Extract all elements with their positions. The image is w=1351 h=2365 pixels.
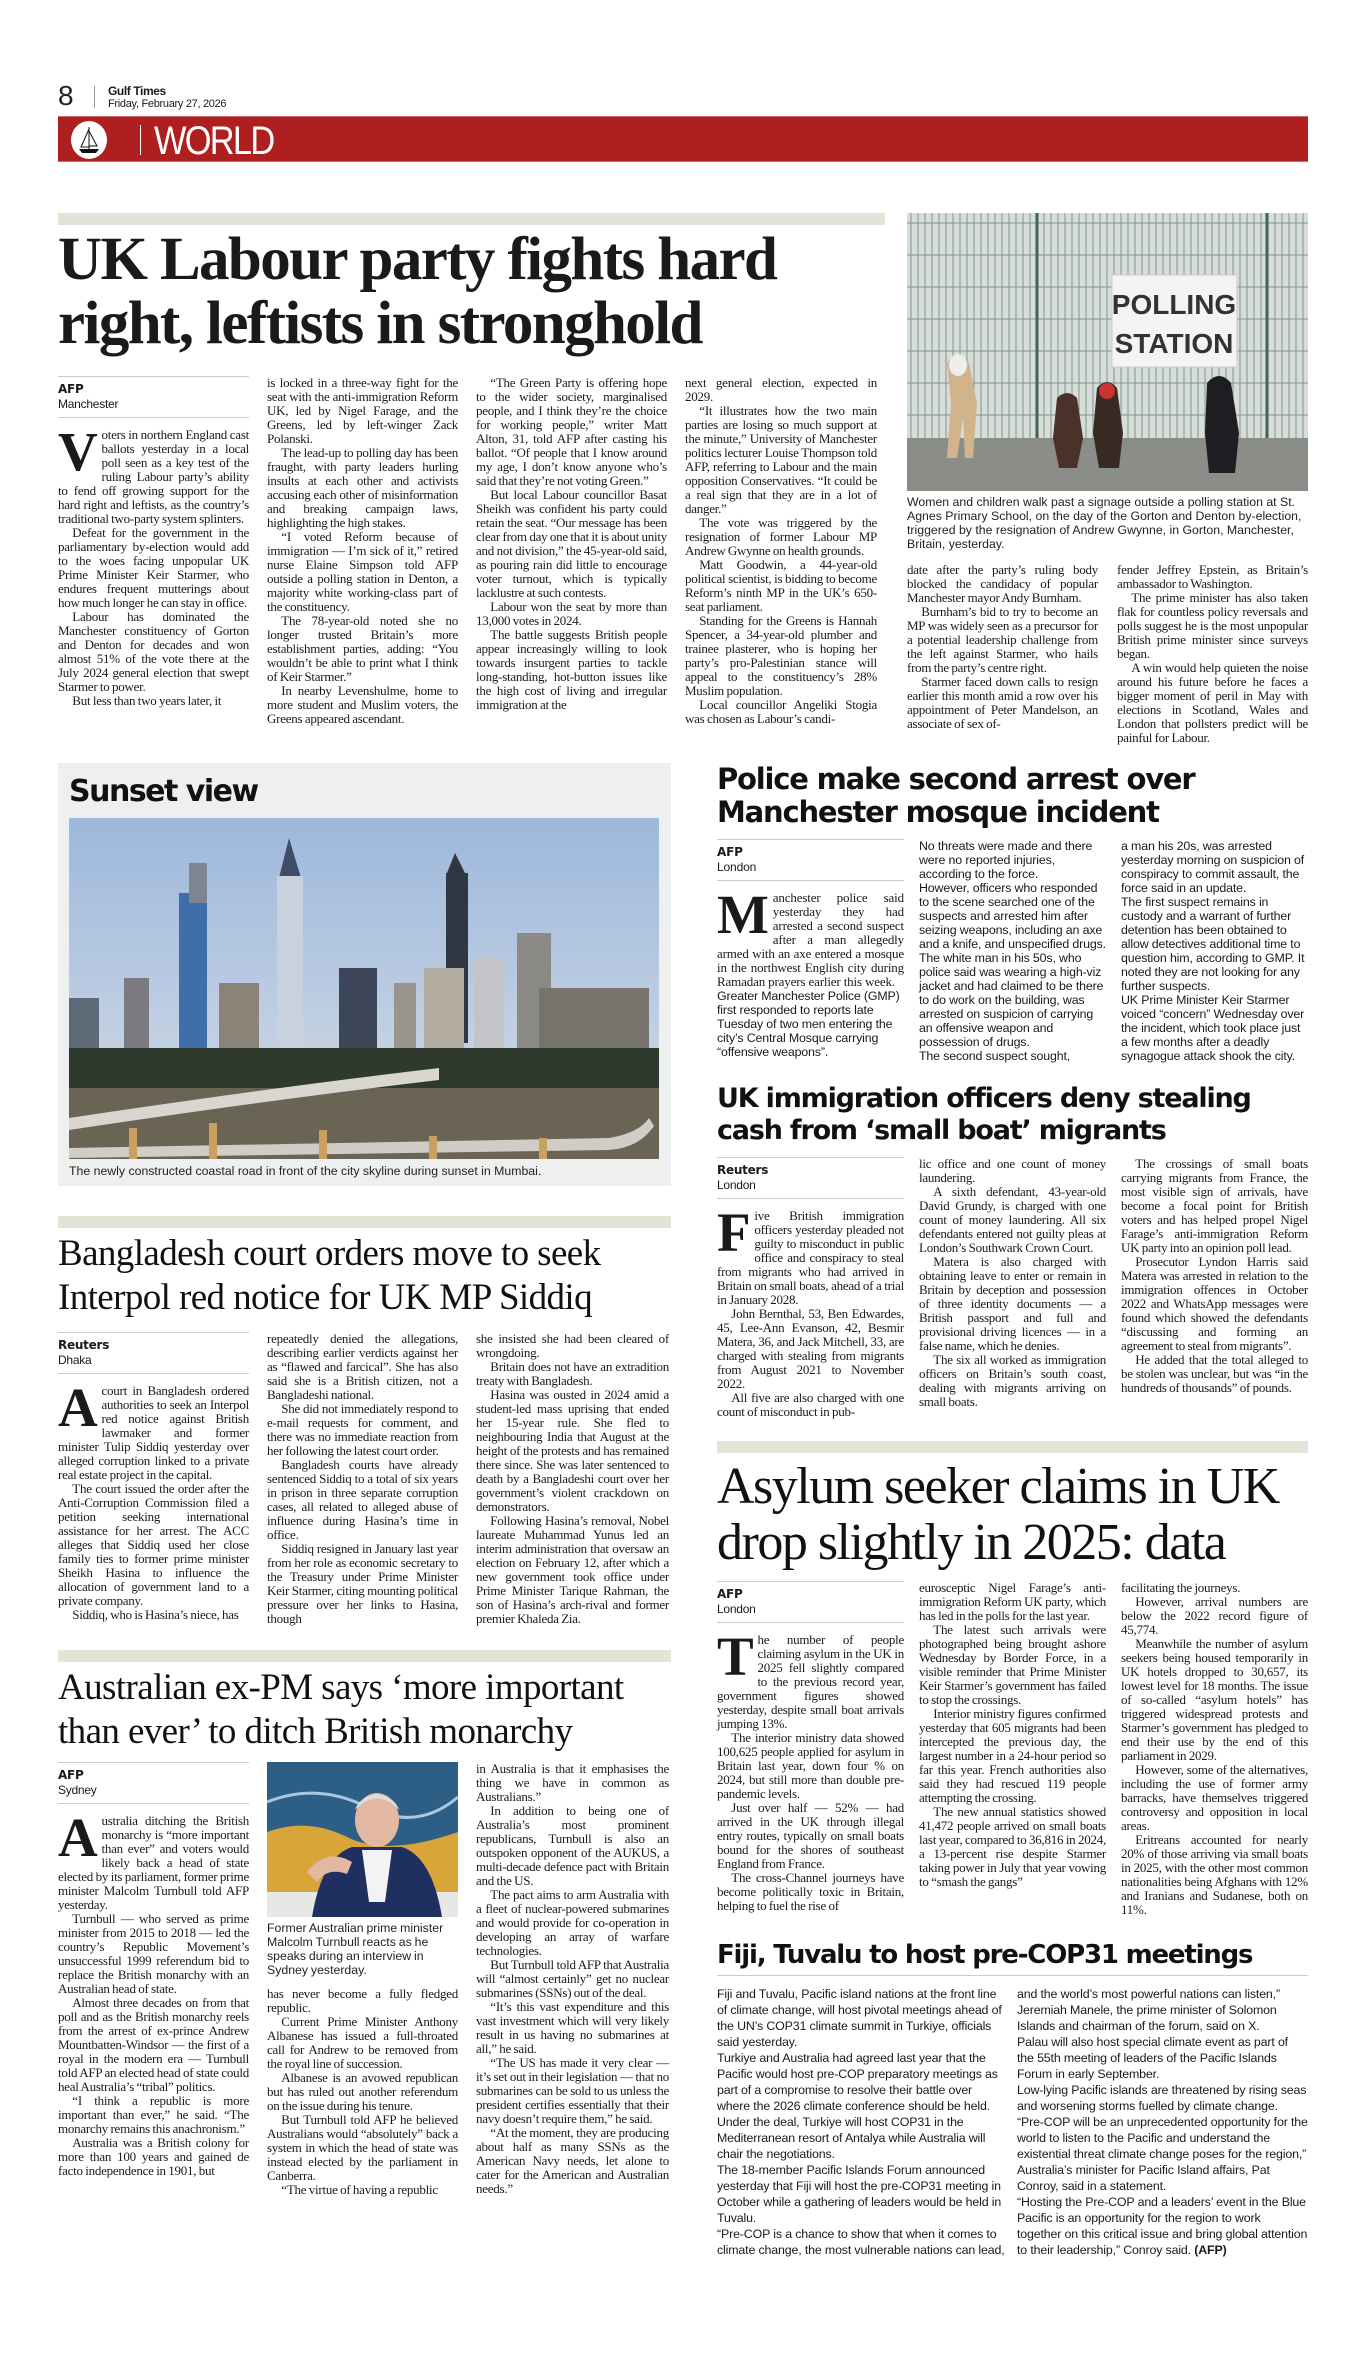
article-column [58, 1762, 249, 2178]
paragraph-text: Standing for the Greens is Hannah Spencer, a 34-year-old plumber and trainee plasterer, who is hoping her party’s pro-Palestinian stance will appeal to the constituency’s 28% Muslim population. [685, 613, 877, 698]
article-paragraph [1017, 2034, 1308, 2082]
paragraph-text: Greater Manchester Police (GMP) first responded to reports late Tuesday of two men entering the city’s Central Mosque carrying “offensive weapons”. [717, 989, 900, 1059]
article-column [267, 1762, 458, 2197]
article-headline: Bangladesh court orders move to seek Interpol red notice for UK MP Siddiq [58, 1233, 601, 1318]
article-column [717, 839, 904, 1059]
paragraph-text: The lead-up to polling day has been fraught, with party leaders hurling insults at each other and activists accusing each other of misinformation and breaking campaign laws, highlighting the high stakes. [267, 445, 458, 530]
article-paragraph [267, 1987, 458, 2015]
article-paragraph [717, 2050, 1007, 2114]
article-column [1121, 839, 1308, 1063]
paragraph-text: The prime minister has also taken flak for countless policy reversals and polls suggest he is the most unpopular British prime minister since surveys began. [1117, 590, 1308, 661]
paragraph-text: Starmer faced down calls to resign earlier this month amid a row over his appointment of Peter Mandelson, an associate of sex of- [907, 674, 1098, 731]
article-paragraph [476, 1514, 669, 1626]
dateline: Manchester [58, 397, 119, 411]
article-paragraph [476, 2126, 669, 2196]
agency: AFP [717, 1587, 743, 1601]
paragraph-text: “Pre-COP will be an unprecedented opportunity for the world to listen to the Pacific and understand the existential threat climate change poses for the region,” Australia’s minister for Pacific Island affairs, Pat Conroy, said in a statement. [1017, 2115, 1308, 2193]
banner-divider [140, 125, 141, 155]
drop-cap: A [58, 1807, 98, 1868]
article-paragraph [685, 516, 877, 558]
paragraph-text: “I think a republic is more important than ever,” he said. “The monarchy remains this anachronism.” [58, 2093, 249, 2136]
headline-bar [58, 213, 885, 225]
dateline: Sydney [58, 1783, 97, 1797]
article-column [267, 376, 458, 726]
article-column [717, 1986, 1007, 2258]
article-paragraph [267, 446, 458, 530]
article-column [1121, 1157, 1308, 1395]
article-paragraph [919, 839, 1106, 881]
paragraph-text: Following Hasina’s removal, Nobel laureate Muhammad Yunus led an interim administration that oversaw an election on February 12, after which a new government took office under Prime Minister Tarique Rahman, the son of Hasina’s arch-rival and former premier Khaleda Zia. [476, 1513, 669, 1626]
paragraph-text: But less than two years later, it [72, 693, 222, 708]
article-paragraph [717, 1871, 904, 1913]
section-title: WORLD [154, 119, 274, 163]
sign-text: STATION [1114, 328, 1234, 359]
article-paragraph [717, 2162, 1007, 2226]
paragraph-text: The pact aims to arm Australia with a fleet of nuclear-powered submarines and would provide for co-operation in developing an array of warfare technologies. [476, 1887, 669, 1958]
paragraph-text: a man his 20s, was arrested yesterday morning on suspicion of conspiracy to commit assault, the force said in an update. [1121, 839, 1305, 895]
paragraph-text: she insisted she had been cleared of wrongdoing. [476, 1331, 669, 1360]
article-paragraph [1017, 2082, 1308, 2114]
article-paragraph [685, 698, 877, 726]
article-headline: Asylum seeker claims in UK drop slightly in 2025: data [717, 1458, 1279, 1571]
paragraph-text: Siddiq resigned in January last year from her role as economic secretary to the Treasury under Prime Minister Keir Starmer, citing mounting political pressure over her links to Hasina, though [267, 1541, 458, 1626]
article-paragraph [267, 1402, 458, 1458]
headline-bar [58, 1650, 671, 1662]
paragraph-text: The 18-member Pacific Islands Forum announced yesterday that Fiji will host the pre-COP31 meeting in October while a gathering of leaders would be held in Tuvalu. [717, 2163, 1002, 2225]
dateline: London [717, 1178, 756, 1192]
article-paragraph [476, 2000, 669, 2056]
paragraph-text: “It illustrates how the two main parties are losing so much support at the minute,” University of Manchester politics lecturer Louise Thompson told AFP, referring to Labour and the main opposition Conservatives. “It could be a real sign that they are in a lot of danger.” [685, 403, 877, 516]
paragraph-text: Britain does not have an extradition treaty with Bangladesh. [476, 1359, 669, 1388]
article-paragraph [267, 2183, 458, 2197]
drop-cap: A [58, 1377, 98, 1438]
article-paragraph [476, 1804, 669, 1888]
article-paragraph [267, 1332, 458, 1402]
agency: Reuters [58, 1338, 110, 1352]
issue-date: Friday, February 27, 2026 [108, 98, 227, 110]
paragraph-text: ustralia ditching the British monarchy is “more important than ever” and voters would likely back a head of state elected by its parliament, former prime minister Malcolm Turnbull told AFP yesterday. [58, 1813, 249, 1912]
article-paragraph [919, 951, 1106, 1049]
article-paragraph [476, 628, 667, 712]
article-paragraph [717, 1391, 904, 1419]
page-number: 8 [58, 80, 74, 111]
byline [717, 1581, 904, 1623]
paragraph-text: The second suspect sought, [919, 1049, 1071, 1063]
headline-bar [717, 1441, 1308, 1453]
paragraph-text: repeatedly denied the allegations, describing earlier verdicts against her as “flawed and farcical”. She has also said she is a British citizen, not a Bangladeshi national. [267, 1331, 458, 1402]
article-column [58, 376, 249, 708]
article-column [1121, 1581, 1308, 1917]
turnbull-photo [267, 1762, 458, 1917]
paragraph-text: However, officers who responded to the scene searched one of the suspects and arrested him after seizing weapons, including an axe and a knife, and unspecified drugs. [919, 881, 1106, 951]
paragraph-text: Current Prime Minister Anthony Albanese has issued a full-throated call for Andrew to be removed from the royal line of succession. [267, 2014, 458, 2071]
paragraph-text: “The virtue of having a republic [281, 2182, 438, 2197]
agency: AFP [58, 1768, 84, 1782]
paragraph-text: In addition to being one of Australia’s most prominent republicans, Turnbull is also an outspoken opponent of the AUKUS, a multi-decade defence pact with Britain and the US. [476, 1803, 669, 1888]
dateline: London [717, 1602, 756, 1616]
article-paragraph [58, 1912, 249, 1996]
article-paragraph [919, 1623, 1106, 1707]
paragraph-text: The 78-year-old noted she no longer trusted Britain’s more establishment parties, adding: “You wouldn’t be able to print what I think of Keir Starmer.” [267, 613, 458, 684]
article-paragraph [1121, 1581, 1308, 1595]
article-paragraph [476, 600, 667, 628]
paragraph-text: Burnham’s bid to try to become an MP was widely seen as a precursor for a potential leadership challenge from the left against Starmer, who hails from the party’s centre right. [907, 604, 1098, 675]
paragraph-text: The vote was triggered by the resignation of former Labour MP Andrew Gwynne on health grounds. [685, 515, 877, 558]
paragraph-text: Labour has dominated the Manchester constituency of Gorton and Denton for decades and won almost 51% of the vote there at the July 2024 general election that swept Starmer to power. [58, 609, 249, 694]
paragraph-text: ive British immigration officers yesterday pleaded not guilty to misconduct in public office and conspiracy to steal from migrants who had arrived in Britain on small boats, ahead of a trial in January 2028. [717, 1208, 904, 1307]
article-column [476, 1762, 669, 2196]
article-paragraph [717, 884, 904, 989]
agency: AFP [58, 382, 84, 396]
dhow-icon [71, 121, 107, 159]
paragraph-text: But local Labour councillor Basat Sheikh was confident his party could retain the seat. “Our message has been clear from day one that it is about unity and not division,” the 45-year-old said, as pouring rain did little to encourage voter turnout, which is typically lacklustre at such contests. [476, 487, 667, 600]
article-paragraph [476, 1762, 669, 1804]
paragraph-text: All five are also charged with one count of misconduct in pub- [717, 1390, 904, 1419]
drop-cap: V [58, 421, 98, 482]
article-paragraph [685, 404, 877, 516]
article-paragraph [476, 488, 667, 600]
article-paragraph [267, 530, 458, 614]
article-paragraph [267, 2071, 458, 2113]
article-paragraph [907, 563, 1098, 605]
right-stack [717, 763, 1308, 2258]
article-paragraph [58, 1377, 249, 1482]
article-paragraph [58, 1482, 249, 1608]
article-paragraph [1121, 839, 1308, 895]
article-paragraph [267, 684, 458, 726]
article-paragraph [907, 675, 1098, 731]
paragraph-text: UK Prime Minister Keir Starmer voiced “concern” Wednesday over the incident, which took place just a few months after a deadly synagogue attack shook the city. [1121, 993, 1305, 1063]
paragraph-text: “It’s this vast expenditure and this vast investment which will very likely result in us having no submarines at all,” he said. [476, 1999, 669, 2056]
photo-feature-box [58, 763, 671, 1186]
article-paragraph [267, 1458, 458, 1542]
paragraph-text: “Hosting the Pre-COP and a leaders’ event in the Blue Pacific is an opportunity for the region to work together on this critical issue and bring global attention to their leadership,” Conroy said. [1017, 2195, 1308, 2257]
drop-cap: M [717, 884, 769, 945]
paragraph-text: Siddiq, who is Hasina’s niece, has [72, 1607, 239, 1622]
photo-caption: Former Australian prime minister Malcolm Turnbull reacts as he speaks during an interview in Sydney yesterday. [267, 1921, 444, 1977]
article-paragraph [1017, 2114, 1308, 2194]
article-paragraph [58, 1608, 249, 1622]
article-paragraph [58, 526, 249, 610]
agency-signoff: (AFP) [1194, 2243, 1227, 2257]
article-paragraph [58, 2136, 249, 2178]
article-paragraph [717, 989, 904, 1059]
article-paragraph [267, 614, 458, 684]
article-paragraph [907, 605, 1098, 675]
article-column [1117, 563, 1308, 745]
article-paragraph [476, 1388, 669, 1514]
article-headline: UK immigration officers deny stealing cash from ‘small boat’ migrants [717, 1083, 1251, 1146]
mumbai-skyline-photo [69, 818, 659, 1159]
article-paragraph [717, 1202, 904, 1307]
paragraph-text: Local councillor Angeliki Stogia was chosen as Labour’s candi- [685, 697, 877, 726]
paragraph-text: However, some of the alternatives, including the use of former army barracks, have themselves triggered controversy and opposition in local areas. [1121, 1762, 1308, 1833]
article-headline: Australian ex-PM says ‘more important than ever’ to ditch British monarchy [58, 1667, 624, 1752]
paragraph-text: Matt Goodwin, a 44-year-old political scientist, is bidding to become Reform’s ninth MP in the UK’s 650-seat parliament. [685, 557, 877, 614]
paragraph-text: Interior ministry figures confirmed yesterday that 605 migrants had been intercepted the previous day, the largest number in a 24-hour period so far this year. French authorities also said they had rescued 119 people attempting the crossing. [919, 1706, 1106, 1805]
paragraph-text: Turnbull — who served as prime minister from 2015 to 2018 — led the country’s Republic Movement’s unsuccessful 1999 referendum bid to replace the British monarchy with an Australian head of state. [58, 1911, 249, 1996]
paragraph-text: court in Bangladesh ordered authorities to seek an Interpol red notice against British lawmaker and former minister Tulip Siddiq yesterday over alleged corruption linked to a private real estate project in the capital. [58, 1383, 249, 1482]
left-stack [58, 763, 671, 2197]
article-paragraph [1121, 1595, 1308, 1637]
paragraph-text: “The US has made it very clear — it’s set out in their legislation — that no submarines can be sold to us unless the president certifies essentially that their navy doesn’t require them,” he said. [476, 2055, 669, 2126]
article-paragraph [58, 610, 249, 694]
article-column [685, 376, 877, 726]
paragraph-text: Albanese is an avowed republican but has ruled out another referendum on the issue during his tenure. [267, 2070, 458, 2113]
lower-section [58, 763, 1308, 2258]
article-paragraph [919, 1185, 1106, 1255]
article-paragraph [1121, 1637, 1308, 1763]
paragraph-text: Defeat for the government in the parliamentary by-election would add to the woes facing unpopular UK Prime Minister Keir Starmer, who endures frequent mutterings about how much longer he can stay in office. [58, 525, 249, 610]
article-paragraph [1017, 2194, 1308, 2258]
byline [58, 1332, 249, 1374]
masthead-divider [94, 86, 95, 108]
paragraph-text: The first suspect remains in custody and a warrant of further detention has been obtained to allow detectives additional time to question him, according to GMP. It noted they are not looking for any further suspects. [1121, 895, 1305, 993]
headline-bar [58, 1216, 671, 1228]
section-banner [58, 116, 1308, 162]
byline [58, 376, 249, 418]
paragraph-text: he number of people claiming asylum in the UK in 2025 fell slightly compared to the previous record year, government figures showed yesterday, despite small boat arrivals jumping 13%. [717, 1632, 904, 1731]
article-column [267, 1332, 458, 1626]
article-paragraph [267, 1542, 458, 1626]
paragraph-text: Meanwhile the number of asylum seekers being housed temporarily in UK hotels dropped to 30,657, its lowest level for 18 months. The issue of so-called “asylum hotels” has triggered widespread protests and Starmer’s government has pledged to end their use by the end of this parliament in 2029. [1121, 1636, 1308, 1763]
article-paragraph [267, 376, 458, 446]
paragraph-text: “The Green Party is offering hope to the wider society, marginalised people, and I think they’re the choice for working people,” writer Matt Alton, 31, told AFP after casting his ballot. “Of people that I know around my age, I don’t know anyone who’s said that they’re not voting Green.” [476, 375, 667, 488]
paragraph-text: and the world’s most powerful nations can listen,” Jeremiah Manele, the prime minister of Solomon Islands and chairman of the forum, said on X. [1017, 1987, 1280, 2033]
sign-text: POLLING [1111, 289, 1237, 320]
paragraph-text: Palau will also host special climate event as part of the 55th meeting of leaders of the Pacific Islands Forum in early September. [1017, 2035, 1288, 2081]
article-paragraph [1121, 1353, 1308, 1395]
paragraph-text: The battle suggests British people appear increasingly willing to look towards insurgent parties to tackle long-standing, hot-button issues like the high cost of living and irregular immigration at the [476, 627, 667, 712]
paragraph-text: “Pre-COP is a chance to show that when it comes to climate change, the most vulnerable nations can lead, [717, 2227, 1005, 2257]
paragraph-text: Just over half — 52% — had arrived in the UK through illegal entry routes, typically on small boats bound for the shores of southeast England from France. [717, 1800, 904, 1871]
paragraph-text: Prosecutor Lyndon Harris said Matera was arrested in relation to the immigration offences in October 2022 and WhatsApp messages were found which showed the defendants “discussing and forming an agreement to steal from migrants”. [1121, 1254, 1308, 1353]
article-paragraph [919, 1049, 1106, 1063]
polling-station-photo [907, 213, 1308, 491]
paragraph-text: “I voted Reform because of immigration — I’m sick of it,” retired nurse Elaine Simpson told AFP outside a polling station in Denton, a majority white working-class part of the constituency. [267, 529, 458, 614]
paragraph-text: Hasina was ousted in 2024 amid a student-led mass uprising that ended her 15-year rule. She fled to neighbouring India that August at the height of the protests and has remained there since. She was later sentenced to death by a Bangladeshi court over her government’s violent crackdown on demonstrators. [476, 1387, 669, 1514]
article-paragraph [717, 1986, 1007, 2050]
article-paragraph [476, 1888, 669, 1958]
article-paragraph [58, 1807, 249, 1912]
article-paragraph [1121, 895, 1308, 993]
paragraph-text: anchester police said yesterday they had arrested a second suspect after a man allegedly armed with an axe entered a mosque in the northwest English city during Ramadan prayers earlier this week. [717, 890, 904, 989]
article-paragraph [717, 2114, 1007, 2162]
article-paragraph [919, 1255, 1106, 1353]
paragraph-text: next general election, expected in 2029. [685, 375, 877, 404]
article-paragraph [717, 1801, 904, 1871]
paragraph-text: In nearby Levenshulme, home to more student and Muslim voters, the Greens appeared ascendant. [267, 683, 458, 726]
article-paragraph [717, 1307, 904, 1391]
paragraph-text: The new annual statistics showed 41,472 people arrived on small boats last year, compared to 36,816 in 2024, a 13-percent rise despite Starmer taking power in July that year vowing to “smash the gangs” [919, 1804, 1106, 1889]
article-paragraph [919, 1805, 1106, 1889]
article-paragraph [267, 2113, 458, 2183]
main-headline: UK Labour party fights hard right, leftists in stronghold [58, 226, 777, 357]
article-column [919, 1157, 1106, 1409]
paragraph-text: She did not immediately respond to e-mail requests for comment, and there was no immediate reaction from her following the latest court order. [267, 1401, 458, 1458]
article-paragraph [1121, 1833, 1308, 1917]
article-paragraph [1121, 1157, 1308, 1255]
article-paragraph [685, 558, 877, 614]
paragraph-text: Almost three decades on from that poll and as the British monarchy reels from the arrest of ex-prince Andrew Mountbatten-Windsor — the first of a royal in the modern era — Turnbull told AFP an elected head of state could heal Australia’s “tribal” politics. [58, 1995, 249, 2094]
article-column [476, 376, 667, 712]
paragraph-text: in Australia is that it emphasises the thing we have in common as Australians.” [476, 1761, 669, 1804]
paragraph-text: The interior ministry data showed 100,625 people applied for asylum in Britain last year, down four % on 2024, but still more than double pre-pandemic levels. [717, 1730, 904, 1801]
paragraph-text: But Turnbull told AFP he believed Australians would “absolutely” back a system in which the head of state was instead elected by the parliament in Canberra. [267, 2112, 458, 2183]
paragraph-text: John Bernthal, 53, Ben Edwardes, 45, Lee-Ann Evanson, 42, Besmir Matera, 36, and Jack Mitchell, 33, are charged with stealing from migrants from August 2021 to November 2022. [717, 1306, 904, 1391]
paragraph-text: The court issued the order after the Anti-Corruption Commission filed a petition seeking international assistance for her arrest. The ACC alleges that Siddiq used her close family ties to former prime minister Sheikh Hasina to influence the allocation of government land to a private company. [58, 1481, 249, 1608]
dateline: Dhaka [58, 1353, 92, 1367]
paragraph-text: A win would help quieten the noise around his future before he faces a bigger moment of peril in May with elections in Scotland, Wales and London that pollsters predict will be painful for Labour. [1117, 660, 1308, 745]
newspaper-name: Gulf Times [108, 84, 166, 98]
paragraph-text: date after the party’s ruling body blocked the candidacy of popular Manchester mayor Andy Burnham. [907, 562, 1098, 605]
photo-caption: Women and children walk past a signage outside a polling station at St. Agnes Primary School, on the day of the Gorton and Denton by-election, triggered by the resignation of Andrew Gwynne, in Gorton, Manchester, Britain, yesterday. [907, 495, 1302, 551]
article-column [919, 839, 1106, 1063]
article-paragraph [717, 1731, 904, 1801]
paragraph-text: The white man in his 50s, who police said was wearing a high-viz jacket and had claimed to be there to do work on the building, was arrested on suspicion of carrying an offensive weapon and possession of drugs. [919, 951, 1104, 1049]
paragraph-text: Labour won the seat by more than 13,000 votes in 2024. [476, 599, 667, 628]
article-paragraph [476, 376, 667, 488]
article-paragraph [685, 376, 877, 404]
article-paragraph [685, 614, 877, 698]
paragraph-text: fender Jeffrey Epstein, as Britain’s ambassador to Washington. [1117, 562, 1308, 591]
article-paragraph [1117, 591, 1308, 661]
paragraph-text: Fiji and Tuvalu, Pacific island nations at the front line of climate change, will host pivotal meetings ahead of the UN’s COP31 climate summit in Turkiye, officials said yesterday. [717, 1987, 1002, 2049]
article-column [717, 1581, 904, 1913]
main-story-text [58, 213, 885, 726]
article-paragraph [919, 1157, 1106, 1185]
paragraph-text: Under the deal, Turkiye will host COP31 in the Mediterranean resort of Antalya while Australia will chair the negotiations. [717, 2115, 986, 2161]
paragraph-text: He added that the total alleged to be stolen was unclear, but was “in the hundreds of thousands” of pounds. [1121, 1352, 1308, 1395]
article-column [58, 1332, 249, 1622]
article-paragraph [919, 1707, 1106, 1805]
article-headline: Fiji, Tuvalu to host pre-COP31 meetings [717, 1939, 1308, 1976]
paragraph-text: Bangladesh courts have already sentenced Siddiq to a total of six years in prison in three separate corruption cases, all related to alleged abuse of influence during Hasina’s time in office. [267, 1457, 458, 1542]
article-column [476, 1332, 669, 1626]
dateline: London [717, 860, 757, 874]
article-paragraph [717, 1626, 904, 1731]
article-paragraph [476, 1958, 669, 2000]
drop-cap: T [717, 1626, 754, 1687]
paragraph-text: has never become a fully fledged republic. [267, 1986, 458, 2015]
paragraph-text: A sixth defendant, 43-year-old David Grundy, is charged with one count of money laundering. All six defendants entered not guilty pleas at London’s Southwark Crown Court. [919, 1184, 1106, 1255]
article-column [717, 1157, 904, 1419]
paragraph-text: lic office and one count of money laundering. [919, 1156, 1106, 1185]
paragraph-text: The six all worked as immigration officers on Britain’s south coast, dealing with migrants arriving on small boats. [919, 1352, 1106, 1409]
feature-title: Sunset view [69, 774, 258, 809]
paragraph-text: The crossings of small boats carrying migrants from France, the most visible sign of arrivals, have become a focal point for British voters and has helped propel Nigel Farage’s anti-immigration Reform UK party into an opinion poll lead. [1121, 1156, 1308, 1255]
paragraph-text: Australia was a British colony for more than 100 years and gained de facto independence in 1901, but [58, 2135, 249, 2178]
article-paragraph [717, 2226, 1007, 2258]
article-paragraph [58, 2094, 249, 2136]
byline [717, 1157, 904, 1199]
main-story-photo-area [907, 213, 1308, 745]
article-headline: Police make second arrest over Manchester mosque incident [717, 762, 1195, 829]
article-column [907, 563, 1098, 731]
article-paragraph [919, 881, 1106, 951]
article-column [1017, 1986, 1308, 2258]
paragraph-text: facilitating the journeys. [1121, 1580, 1241, 1595]
article-paragraph [58, 1996, 249, 2094]
article-paragraph [267, 2015, 458, 2071]
paragraph-text: eurosceptic Nigel Farage’s anti-immigration Reform UK party, which has led in the polls for the last year. [919, 1580, 1106, 1623]
paragraph-text: Matera is also charged with obtaining leave to enter or remain in Britain by deception and possession of three identity documents — a British passport and full and provisional driving licences — in a false name, which he denies. [919, 1254, 1106, 1353]
paragraph-text: But Turnbull told AFP that Australia will “almost certainly” get no nuclear submarines (SSNs) out of the deal. [476, 1957, 669, 2000]
paragraph-text: Turkiye and Australia had agreed last year that the Pacific would host pre-COP preparatory meetings as part of a compromise to resolve their battle over where the 2026 climate conference should be held. [717, 2051, 998, 2113]
article-paragraph [1117, 661, 1308, 745]
paragraph-text: “At the moment, they are producing about half as many SSNs as the American Navy needs, let alone to cater for the American and Australian needs.” [476, 2125, 669, 2196]
paragraph-text: However, arrival numbers are below the 2022 record figure of 45,774. [1121, 1594, 1308, 1637]
byline [58, 1762, 249, 1804]
article-paragraph [476, 2056, 669, 2126]
article-paragraph [1121, 1255, 1308, 1353]
paragraph-text: Eritreans accounted for nearly 20% of those arriving via small boats in 2025, with the other most common nationalities being Afghans with 12% and Iranians and Sudanese, both on 11%. [1121, 1832, 1308, 1917]
article-paragraph [476, 1360, 669, 1388]
article-paragraph [58, 421, 249, 526]
article-paragraph [1121, 1763, 1308, 1833]
drop-cap: F [717, 1202, 751, 1263]
article-paragraph [1121, 993, 1308, 1063]
paragraph-text: oters in northern England cast ballots yesterday in a local poll seen as a key test of the ruling Labour party’s ability to fend off growing support for the hard right and leftists, as the country’s traditional two-party system splinters. [58, 427, 249, 526]
article-paragraph [1117, 563, 1308, 591]
agency: Reuters [717, 1163, 769, 1177]
paragraph-text: is locked in a three-way fight for the seat with the anti-immigration Reform UK, led by Nigel Farage, and the Greens, led by left-winger Zack Polanski. [267, 375, 458, 446]
article-paragraph [919, 1581, 1106, 1623]
paragraph-text: The latest such arrivals were photographed being brought ashore Wednesday by Border Force, in a visible reminder that Prime Minister Keir Starmer’s government has failed to stop the crossings. [919, 1622, 1106, 1707]
paragraph-text: Low-lying Pacific islands are threatened by rising seas and worsening storms fuelled by climate change. [1017, 2083, 1307, 2113]
agency: AFP [717, 845, 743, 859]
article-paragraph [919, 1353, 1106, 1409]
main-story [58, 213, 1308, 745]
article-paragraph [1017, 1986, 1308, 2034]
article-paragraph [476, 1332, 669, 1360]
article-column [919, 1581, 1106, 1889]
photo-caption: The newly constructed coastal road in front of the city skyline during sunset in Mumbai. [69, 1164, 542, 1178]
article-paragraph [58, 694, 249, 708]
page-body [58, 213, 1308, 2258]
byline [717, 839, 904, 881]
paragraph-text: The cross-Channel journeys have become politically toxic in Britain, helping to fuel the rise of [717, 1870, 904, 1913]
paragraph-text: No threats were made and there were no reported injuries, according to the force. [919, 839, 1093, 881]
